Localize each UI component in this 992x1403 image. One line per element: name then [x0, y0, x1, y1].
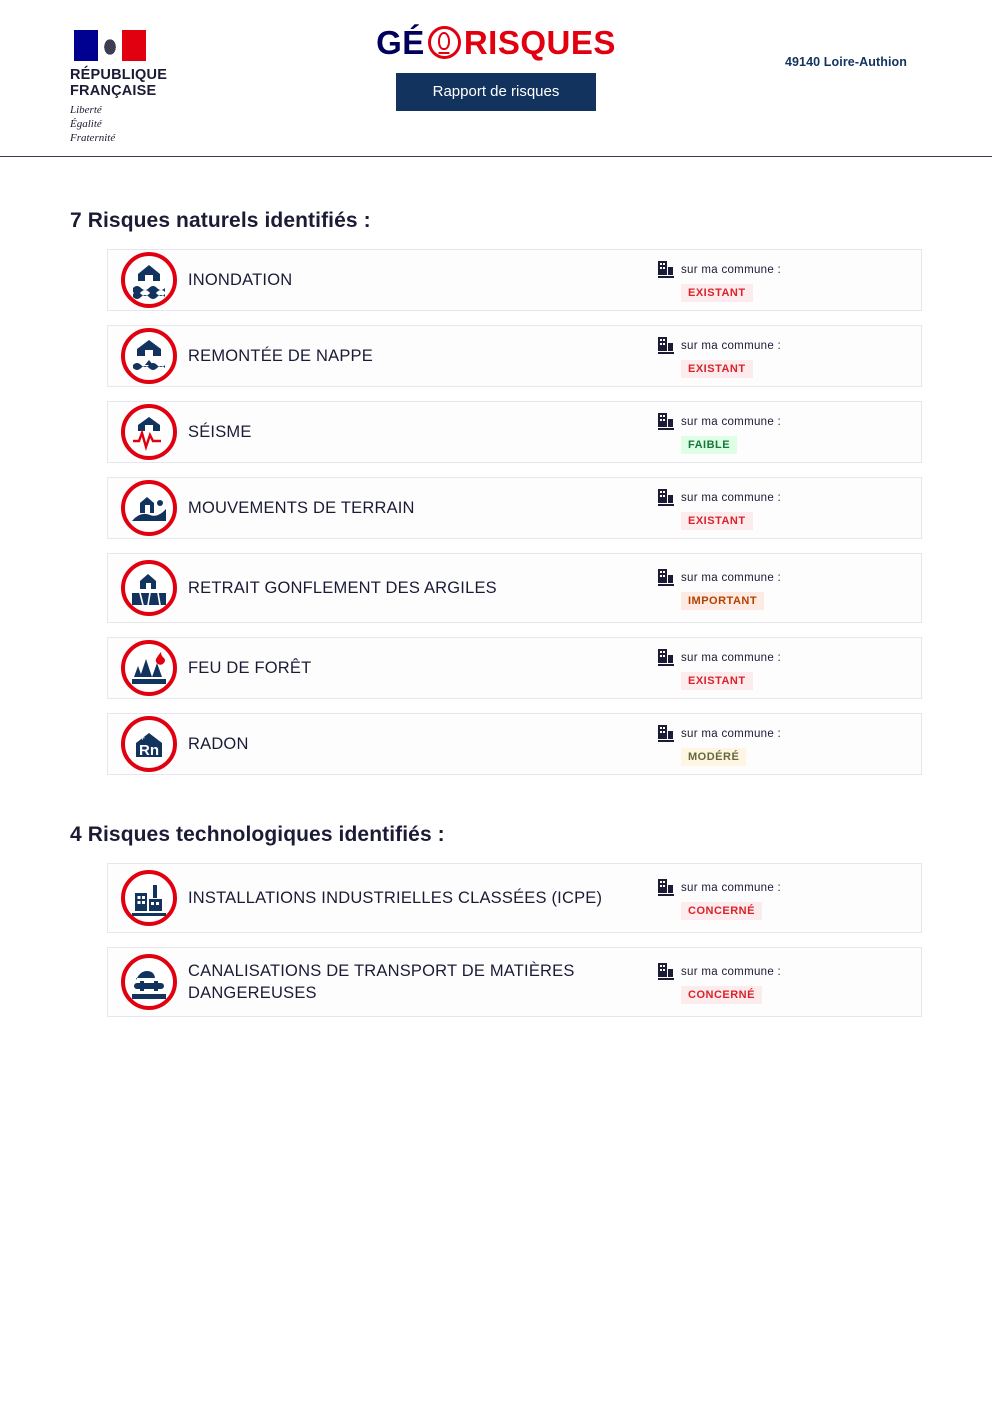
risk-status	[658, 486, 903, 530]
status-caption: sur ma commune :	[681, 264, 782, 276]
risk-status	[658, 960, 903, 1004]
risk-label: INONDATION	[188, 270, 293, 289]
industrial-plant-icon	[120, 869, 178, 927]
risk-row[interactable]	[107, 863, 922, 933]
status-badge: EXISTANT	[681, 284, 753, 302]
brand-risques-text: RISQUES	[463, 24, 616, 61]
status-caption: sur ma commune :	[681, 652, 782, 664]
status-badge: MODÉRÉ	[681, 748, 746, 766]
flag-red-band	[122, 30, 146, 61]
commune-building-icon	[658, 569, 674, 586]
status-text-block	[681, 962, 781, 1004]
status-text-block	[681, 260, 781, 302]
risk-row[interactable]	[107, 401, 922, 463]
status-caption: sur ma commune :	[681, 572, 782, 584]
georisques-wordmark	[336, 26, 656, 59]
risk-status	[658, 876, 903, 920]
georisques-brand	[336, 26, 656, 111]
status-badge: CONCERNÉ	[681, 902, 762, 920]
status-caption: sur ma commune :	[681, 416, 782, 428]
status-badge: EXISTANT	[681, 672, 753, 690]
status-badge: EXISTANT	[681, 512, 753, 530]
risk-label: CANALISATIONS DE TRANSPORT DE MATIÈRES DANGEREUSES	[188, 961, 575, 1002]
risk-label: FEU DE FORÊT	[188, 658, 312, 677]
motto-egalite: Égalité	[70, 118, 102, 131]
status-text-block	[681, 878, 781, 920]
risk-status	[658, 722, 903, 766]
status-text-block	[681, 568, 781, 610]
risk-label: INSTALLATIONS INDUSTRIELLES CLASSÉES (ICPE)	[188, 888, 603, 907]
risk-status	[658, 258, 903, 302]
risk-row[interactable]	[107, 325, 922, 387]
earthquake-icon	[120, 403, 178, 461]
location-marker-icon	[428, 26, 461, 59]
risk-status	[658, 334, 903, 378]
status-caption: sur ma commune :	[681, 728, 782, 740]
risques-naturels-list	[107, 249, 922, 775]
status-caption: sur ma commune :	[681, 340, 782, 352]
status-badge: CONCERNÉ	[681, 986, 762, 1004]
status-text-block	[681, 412, 781, 454]
landslide-icon	[120, 479, 178, 537]
clay-shrinkage-icon	[120, 559, 178, 617]
status-badge: EXISTANT	[681, 360, 753, 378]
motto-fraternite: Fraternité	[70, 131, 116, 144]
flag-white-band-marianne	[98, 30, 122, 61]
forest-fire-icon	[120, 639, 178, 697]
risk-label: SÉISME	[188, 422, 252, 441]
status-text-block	[681, 488, 781, 530]
risk-status	[658, 410, 903, 454]
status-caption: sur ma commune :	[681, 882, 782, 894]
status-caption: sur ma commune :	[681, 492, 782, 504]
risk-label: RETRAIT GONFLEMENT DES ARGILES	[188, 578, 497, 597]
commune-building-icon	[658, 725, 674, 742]
risk-row[interactable]	[107, 713, 922, 775]
status-caption: sur ma commune :	[681, 966, 782, 978]
svg-text:+: +	[156, 733, 162, 743]
commune-building-icon	[658, 963, 674, 980]
motto-liberte: Liberté	[70, 104, 102, 117]
risk-status	[658, 566, 903, 610]
french-flag-icon	[74, 30, 146, 61]
risques-technologiques-list	[107, 863, 922, 1017]
status-badge: FAIBLE	[681, 436, 737, 454]
section-title-risques-technologiques: 4 Risques technologiques identifiés :	[70, 823, 445, 846]
risk-label: MOUVEMENTS DE TERRAIN	[188, 498, 415, 517]
republic-line-1: RÉPUBLIQUE	[70, 67, 168, 83]
risk-label: REMONTÉE DE NAPPE	[188, 346, 373, 365]
status-badge: IMPORTANT	[681, 592, 764, 610]
brand-ge-text: GÉ	[376, 24, 425, 61]
flag-blue-band	[74, 30, 98, 61]
commune-building-icon	[658, 879, 674, 896]
rapport-de-risques-button[interactable]: Rapport de risques	[396, 73, 596, 111]
commune-building-icon	[658, 337, 674, 354]
risk-row[interactable]	[107, 553, 922, 623]
commune-label: 49140 Loire-Authion	[784, 55, 907, 69]
groundwater-icon	[120, 327, 178, 385]
commune-building-icon	[658, 649, 674, 666]
republique-francaise-title	[70, 67, 270, 99]
risk-row[interactable]	[107, 477, 922, 539]
flood-icon	[120, 251, 178, 309]
republic-motto	[70, 104, 270, 145]
risk-row[interactable]	[107, 249, 922, 311]
commune-building-icon	[658, 413, 674, 430]
commune-building-icon	[658, 489, 674, 506]
svg-text:+: +	[140, 733, 146, 743]
svg-text:Rn: Rn	[139, 742, 159, 759]
republic-line-2: FRANÇAISE	[70, 83, 157, 100]
status-text-block	[681, 336, 781, 378]
status-text-block	[681, 724, 781, 766]
commune-building-icon	[658, 261, 674, 278]
risk-row[interactable]	[107, 637, 922, 699]
status-text-block	[681, 648, 781, 690]
section-title-risques-naturels: 7 Risques naturels identifiés :	[70, 209, 371, 232]
risk-label: RADON	[188, 734, 249, 753]
pipeline-icon	[120, 953, 178, 1011]
page-header	[0, 0, 992, 157]
risk-row[interactable]	[107, 947, 922, 1017]
radon-icon	[120, 715, 178, 773]
page-content	[0, 209, 992, 1017]
republique-francaise-logo	[70, 30, 270, 146]
risk-status	[658, 646, 903, 690]
